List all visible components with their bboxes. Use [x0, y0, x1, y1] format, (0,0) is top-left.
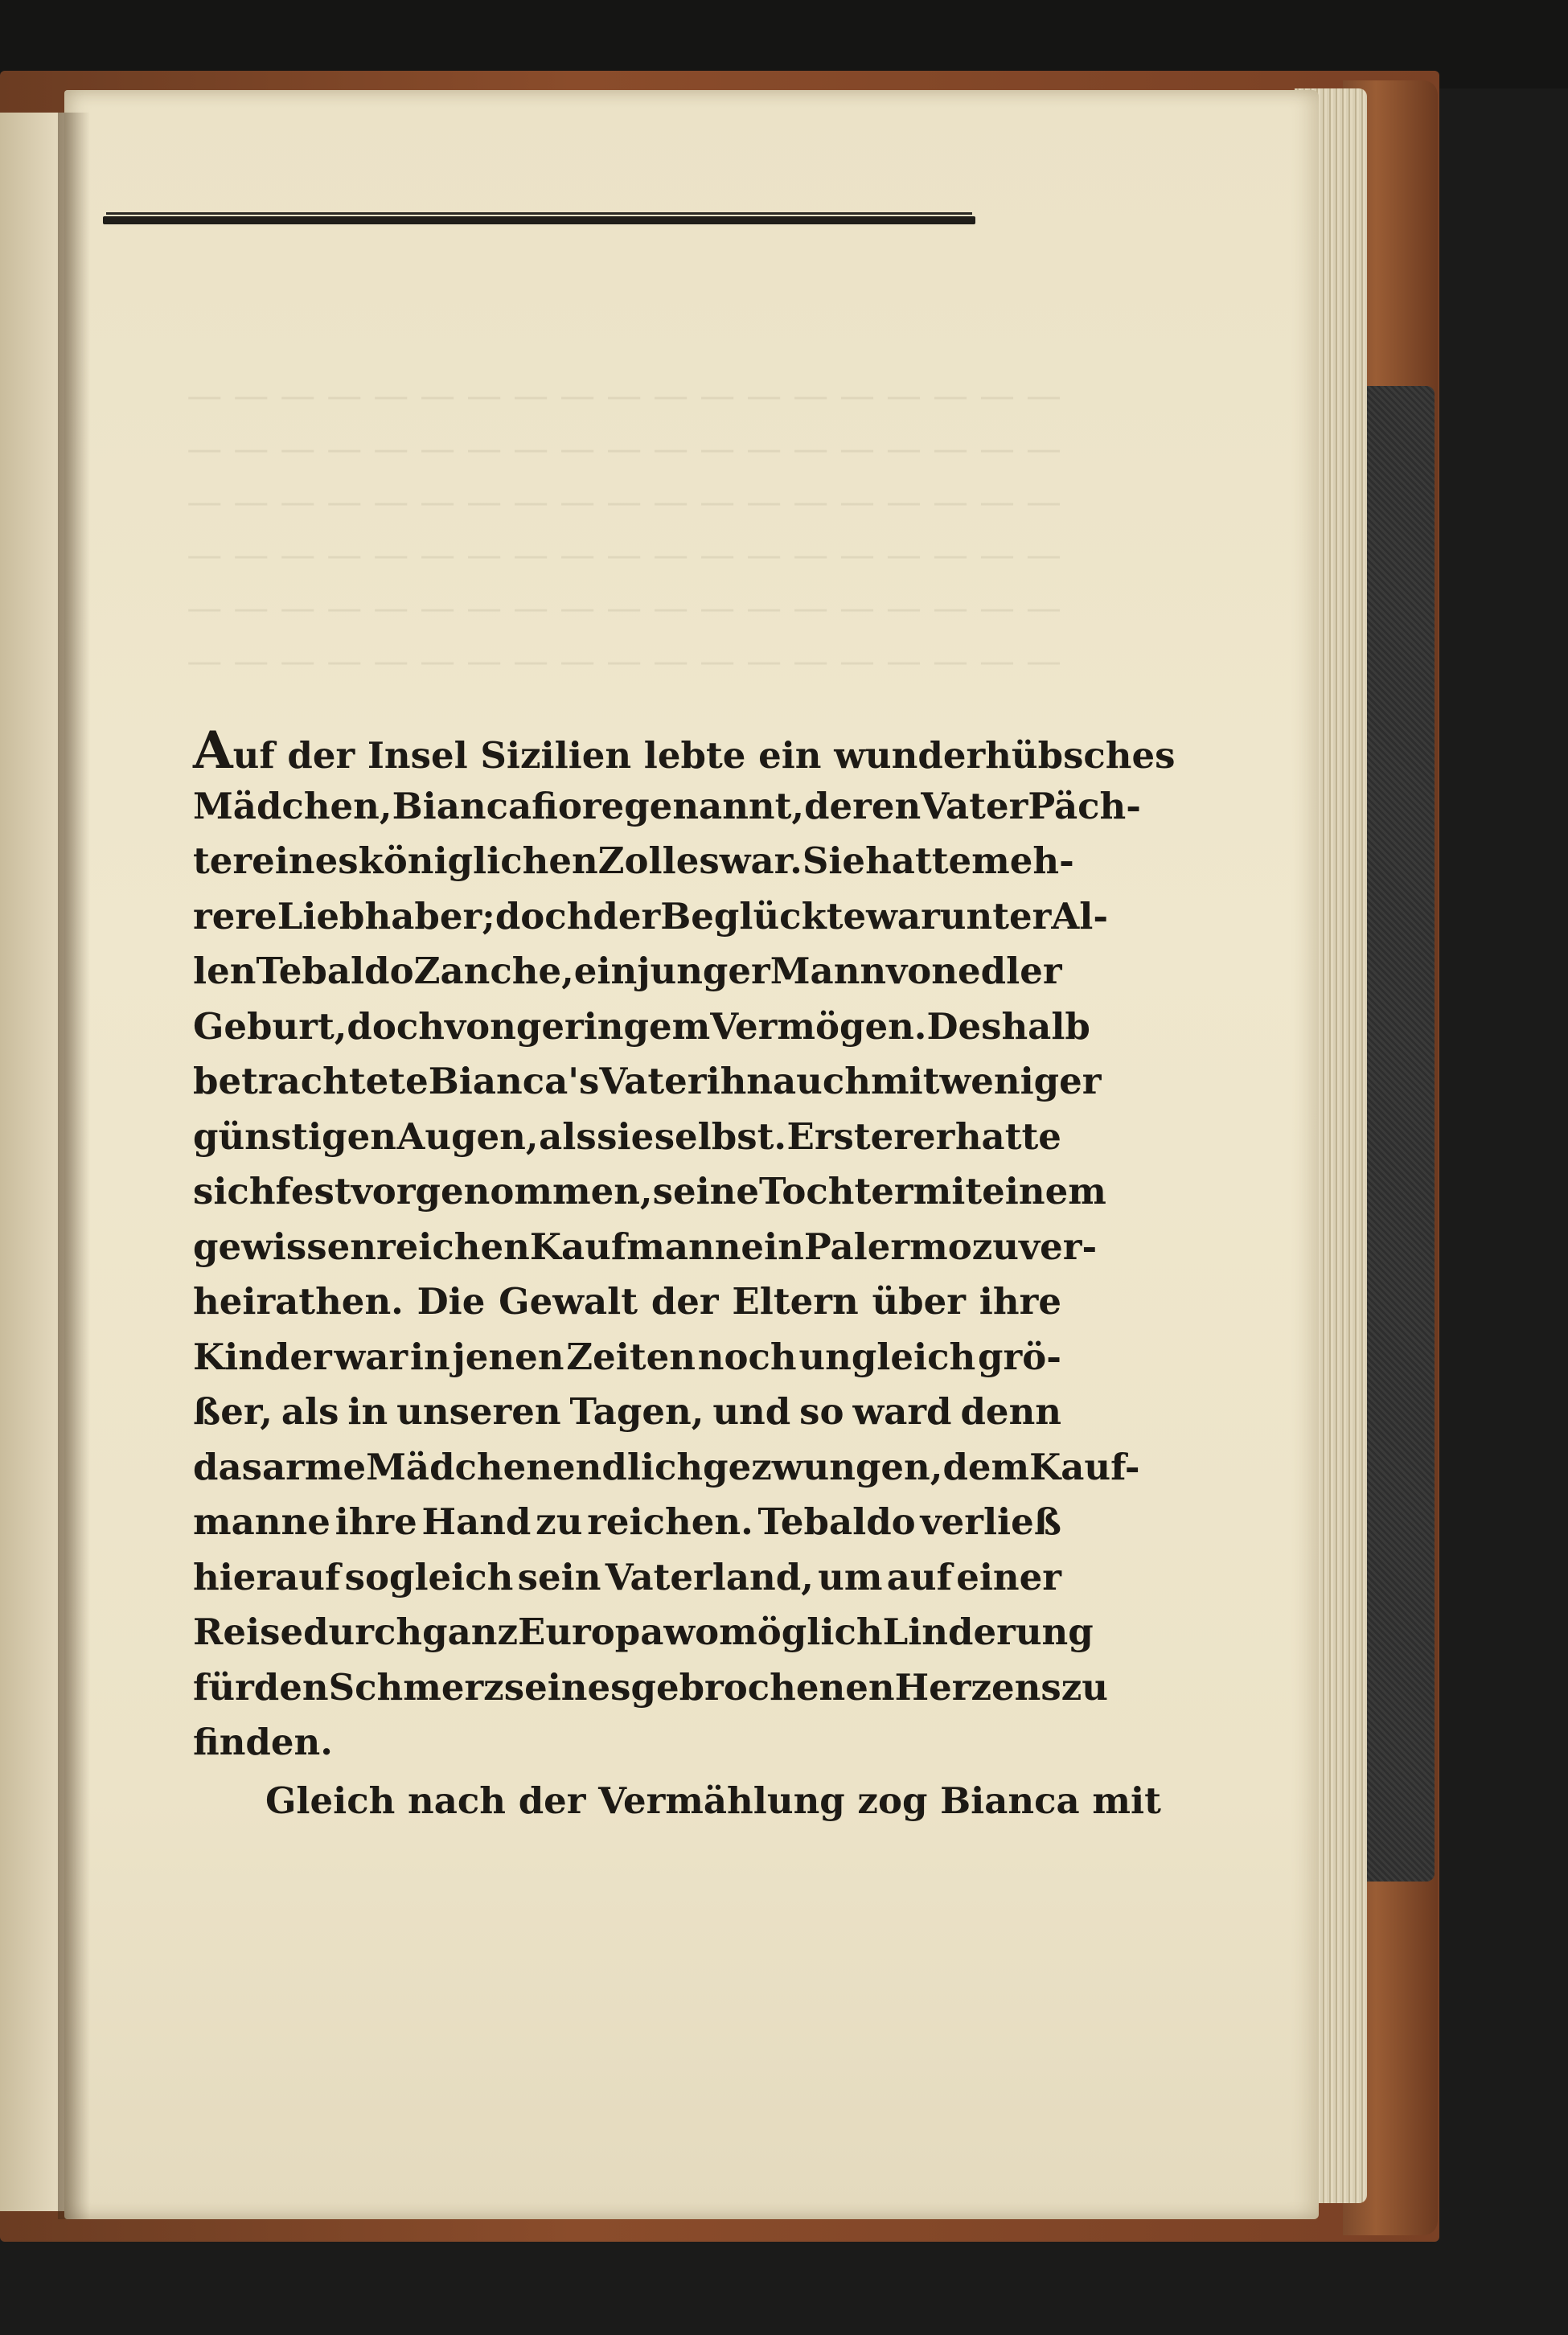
text-line: hierauf sogleich sein Vaterland, um auf einer: [193, 1555, 1061, 1598]
text-line: sich fest vorgenommen, seine Tochter mit einem: [193, 1170, 1106, 1213]
text-line: günstigen Augen, als sie selbst. Ersterer hatte: [193, 1114, 1061, 1158]
text-line: betrachtete Bianca's Vater ihn auch mit weniger: [193, 1060, 1102, 1102]
rule-thin-line: [106, 212, 972, 215]
next-paragraph-line: Gleich nach der Vermählung zog Bianca mit: [265, 1779, 1161, 1822]
cover-cloth-binding: [1357, 386, 1435, 1882]
page-gutter-shadow: [58, 113, 90, 2219]
text-line: manne ihre Hand zu reichen. Tebaldo verließ: [193, 1500, 1061, 1543]
first-line-rest: uf der Insel Sizilien lebte ein wunderhübsches: [232, 734, 1176, 777]
text-line: gewissen reichen Kaufmanne in Palermo zu ver-: [193, 1225, 1098, 1268]
initial-capital: A: [193, 720, 233, 781]
text-line: Mädchen, Biancafiore genannt, deren Vater Päch-: [193, 784, 1141, 827]
paragraph-end-line: finden.: [193, 1721, 333, 1763]
text-line: len Tebaldo Zanche, ein junger Mann von edler: [193, 950, 1062, 992]
text-line: Geburt, doch von geringem Vermögen. Deshalb: [193, 1004, 1090, 1048]
text-line: rere Liebhaber; doch der Beglückte war unter Al-: [193, 894, 1109, 938]
text-line: heirathen. Die Gewalt der Eltern über ihre: [193, 1280, 1061, 1323]
chapter-rule: [103, 212, 975, 228]
text-line: für den Schmerz seines gebrochenen Herzens zu: [193, 1665, 1108, 1709]
rule-thick-line: [103, 216, 975, 224]
first-line: [193, 720, 1176, 781]
text-line: [193, 720, 1176, 781]
text-line: ter eines königlichen Zolles war. Sie hatte meh-: [193, 839, 1074, 882]
text-line: Kinder war in jenen Zeiten noch ungleich grö-: [193, 1335, 1061, 1378]
text-line: Reise durch ganz Europa wo möglich Linderung: [193, 1611, 1094, 1653]
bleed-through-text: — — — — — — — — — — — — — — — — — — — — — — — — — — — — — — — — — — — — — — — — — — — — — — — — — — — — — — — — — — — — — — — — — — — — — — — — — — — — — — — — — — — — — — — — — — — — — — — — — — — — — — — — — — — — — — — — — —: [187, 375, 1061, 682]
body-text: [193, 720, 1176, 1828]
text-line: ßer, als in unseren Tagen, und so ward denn: [193, 1390, 1061, 1433]
text-line: das arme Mädchen endlich gezwungen, dem Kauf-: [193, 1445, 1140, 1488]
